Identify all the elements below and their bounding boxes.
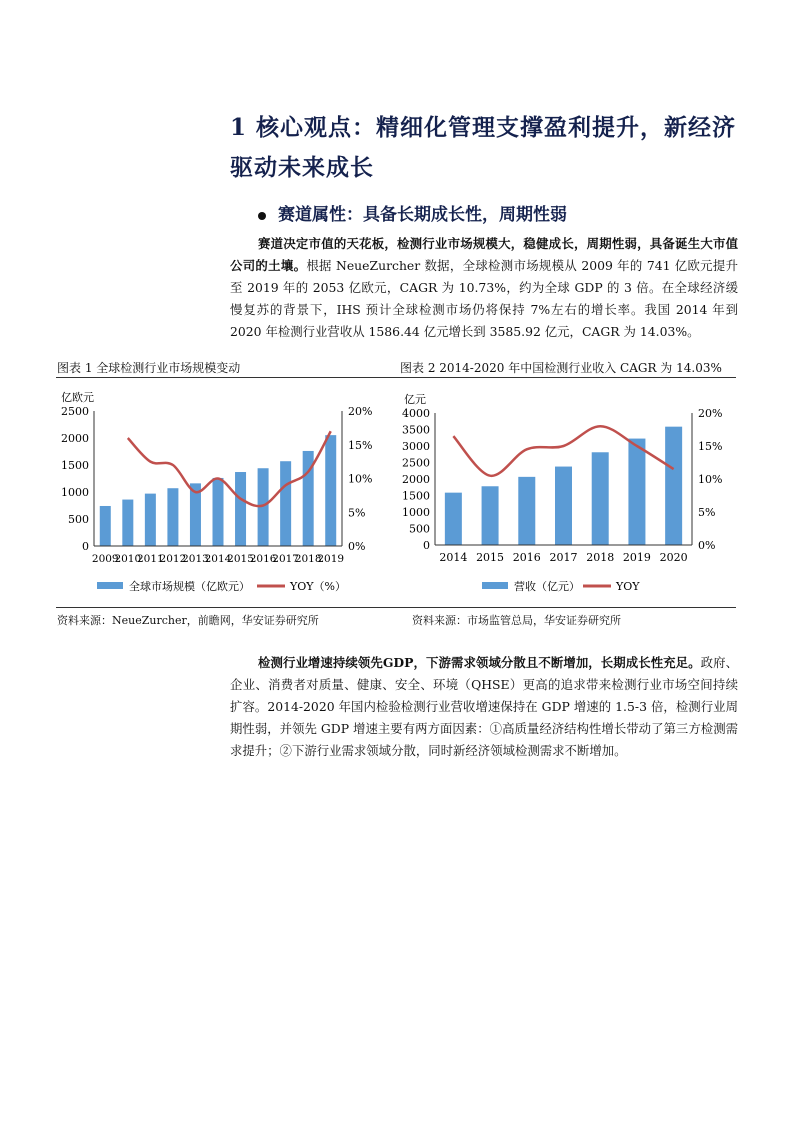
- subheading-text: 赛道属性：具备长期成长性，周期性弱: [278, 205, 567, 225]
- x-tick-label: 2018: [294, 553, 322, 565]
- x-tick-label: 2017: [272, 553, 300, 565]
- y2-tick-label: 20%: [698, 407, 723, 420]
- legend-line-label: YOY: [616, 580, 640, 593]
- figure1-source: 资料来源：NeueZurcher，前瞻网，华安证券研究所: [57, 614, 319, 627]
- x-tick-label: 2014: [204, 553, 232, 565]
- y-tick-label: 1000: [61, 486, 89, 499]
- y-tick-label: 0: [423, 539, 430, 552]
- y2-tick-label: 0%: [348, 540, 366, 553]
- x-tick-label: 2020: [659, 551, 688, 564]
- bar-2015: [235, 472, 246, 546]
- x-tick-label: 2016: [512, 551, 541, 564]
- y-axis-title: 亿欧元: [61, 391, 94, 404]
- y2-tick-label: 5%: [348, 506, 366, 520]
- bar-2017: [280, 461, 291, 546]
- legend-bar-swatch: [482, 582, 508, 589]
- y2-tick-label: 0%: [698, 539, 716, 552]
- y-tick-label: 0: [82, 540, 89, 553]
- x-tick-label: 2019: [317, 553, 345, 565]
- subheading: [258, 200, 567, 225]
- paragraph-2: [230, 652, 738, 762]
- bar-2014: [445, 493, 462, 545]
- section-heading-line2: 驱动未来成长: [230, 154, 374, 181]
- bar-2011: [145, 494, 156, 546]
- figure2-caption: 图表 2 2014-2020 年中国检测行业收入 CAGR 为 14.03%: [400, 361, 722, 375]
- bar-2009: [100, 506, 111, 546]
- y-tick-label: 2500: [402, 456, 430, 470]
- x-tick-label: 2009: [91, 553, 119, 565]
- bar-2019: [628, 439, 645, 545]
- y2-tick-label: 15%: [698, 440, 723, 453]
- figure2-source: 资料来源：市场监管总局，华安证券研究所: [412, 614, 621, 627]
- x-tick-label: 2018: [586, 551, 615, 564]
- y-tick-label: 2500: [61, 405, 89, 418]
- y-tick-label: 1000: [402, 506, 430, 519]
- bar-2014: [213, 478, 224, 546]
- section-heading-line1: 1 核心观点：精细化管理支撑盈利提升，新经济: [230, 114, 737, 141]
- bar-2012: [167, 488, 178, 546]
- paragraph-1: [230, 233, 738, 343]
- bar-2019: [325, 435, 336, 546]
- x-tick-label: 2015: [476, 551, 505, 564]
- chart-global-market: [57, 383, 392, 601]
- section-heading: [230, 108, 750, 188]
- y2-tick-label: 5%: [698, 506, 716, 519]
- y-tick-label: 2000: [402, 473, 430, 486]
- y2-tick-label: 10%: [698, 473, 723, 486]
- y2-tick-label: 20%: [348, 405, 373, 418]
- source-divider: [56, 607, 736, 608]
- yoy-line: [128, 431, 331, 506]
- y-tick-label: 1500: [402, 489, 430, 503]
- legend-bar-label: 全球市场规模（亿欧元）: [129, 580, 250, 593]
- bar-2010: [122, 500, 133, 546]
- bar-2020: [665, 427, 682, 545]
- bar-2015: [482, 486, 499, 545]
- x-tick-label: 2012: [159, 553, 187, 565]
- y-tick-label: 1500: [61, 459, 89, 472]
- x-tick-label: 2010: [114, 553, 142, 565]
- y2-tick-label: 10%: [348, 472, 373, 486]
- y-tick-label: 500: [409, 522, 430, 536]
- bar-2018: [592, 452, 609, 545]
- y-tick-label: 3500: [402, 423, 430, 437]
- x-tick-label: 2015: [227, 553, 254, 565]
- y2-tick-label: 15%: [348, 438, 373, 452]
- paragraph-1-body: 根据 NeueZurcher 数据，全球检测市场规模从 2009 年的 741 亿欧元提升至 2019 年的 2053 亿欧元，CAGR 为 10.73%，约为全球 GDP 的 3 倍。在全球经济缓慢复苏的背景下，IHS 预计全球检测市场仍将保持 7%左右的增长率。我国 2014 年到 2020 年检测行业营收从 1586.44 亿元增长到 3585.92 亿元，CAGR 为 14.03%。: [230, 258, 738, 339]
- bar-2016: [518, 477, 535, 545]
- bullet-icon: [258, 212, 266, 220]
- y-tick-label: 3000: [402, 440, 430, 453]
- x-tick-label: 2017: [549, 551, 578, 564]
- figure1-caption: 图表 1 全球检测行业市场规模变动: [57, 361, 241, 375]
- legend-line-label: YOY（%）: [290, 580, 346, 593]
- paragraph-2-body: 政府、企业、消费者对质量、健康、安全、环境（QHSE）更高的追求带来检测行业市场空间持续扩容。2014-2020 年国内检验检测行业营收增速保持在 GDP 增速的 1.5-3 倍，检测行业周期性弱，并领先 GDP 增速主要有两方面因素：①高质量经济结构性增长带动了第三方检测需求提升；②下游行业需求领域分散，同时新经济领域检测需求不断增加。: [230, 655, 738, 758]
- paragraph-1-lead: 赛道决定市值的天花板，检测行业市场规模大，稳健成长，周期性弱，具备诞生大市值公司的土壤。: [230, 236, 738, 273]
- x-tick-label: 2011: [136, 553, 164, 565]
- x-tick-label: 2013: [182, 553, 209, 565]
- x-tick-label: 2016: [249, 553, 277, 565]
- legend-bar-swatch: [97, 582, 123, 589]
- chart-china-revenue: [400, 383, 735, 601]
- legend-bar-label: 营收（亿元）: [514, 580, 580, 593]
- y-tick-label: 500: [68, 513, 89, 526]
- bar-2017: [555, 467, 572, 545]
- caption-divider: [56, 377, 736, 378]
- x-tick-label: 2014: [439, 551, 468, 564]
- x-tick-label: 2019: [622, 551, 651, 564]
- y-axis-title: 亿元: [404, 393, 426, 406]
- paragraph-2-lead: 检测行业增速持续领先GDP，下游需求领域分散且不断增加，长期成长性充足。: [258, 655, 701, 670]
- y-tick-label: 2000: [61, 432, 89, 445]
- y-tick-label: 4000: [402, 407, 430, 420]
